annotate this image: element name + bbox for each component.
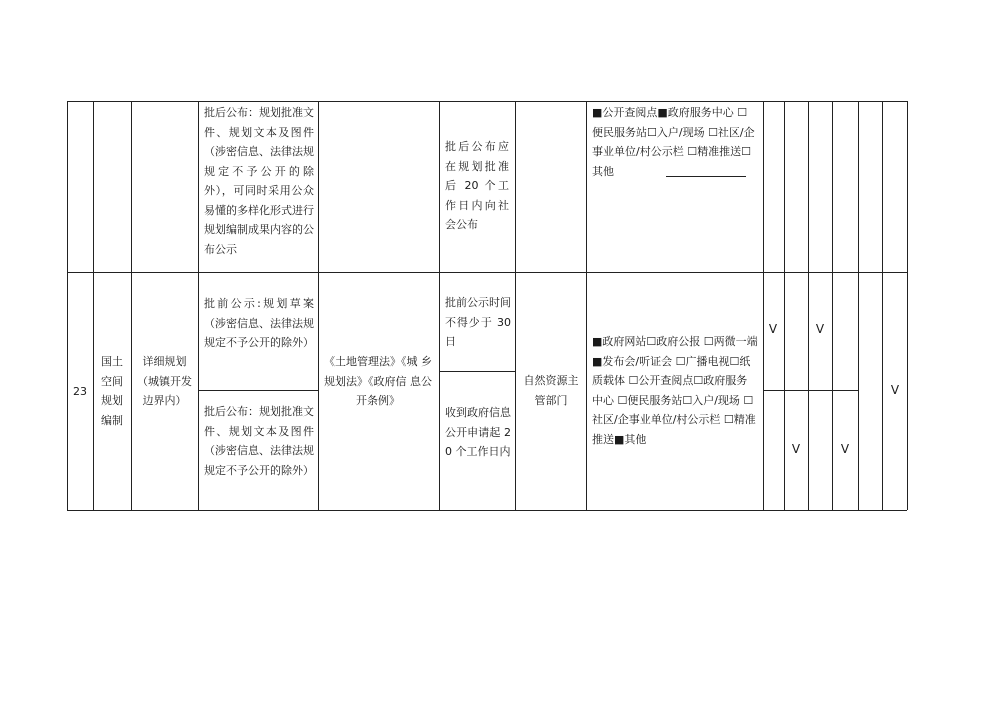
row2-category-cell: 国土空间规划编制 xyxy=(101,355,123,427)
row2-content-after-cell: 批后公布：规划批准文件、规划文本及图件（涉密信息、法律法规规定不予公开的除外） xyxy=(204,405,314,477)
check-mark: V xyxy=(840,442,850,456)
row2-time-before-cell: 批前公示时间不得少于 30日 xyxy=(445,296,511,348)
row1-content-cell: 批后公布：规划批准文件、规划文本及图件（涉密信息、法律法规规定不予公开的除外），可同时采用公众易懂的多样化形式进行规划编制成果内容的公布公示 xyxy=(204,106,314,256)
check-mark: V xyxy=(890,383,900,397)
check-mark: V xyxy=(815,322,825,336)
col-line xyxy=(808,101,809,510)
check-mark: V xyxy=(791,442,801,456)
row2-content-before-cell: 批前公示:规划草案（涉密信息、法律法规规定不予公开的除外） xyxy=(204,297,314,349)
row1-channels-cell: ■公开查阅点■政府服务中心 ☐便民服务站☐入户/现场 ☐社区/企事业单位/村公示栏 ☐精准推送☐其他 xyxy=(592,106,755,178)
table-top-border xyxy=(67,101,907,102)
col-line xyxy=(439,101,440,510)
sub-row-divider-time xyxy=(439,371,515,372)
col-line xyxy=(198,101,199,510)
check-mark: V xyxy=(768,322,778,336)
col-line xyxy=(586,101,587,510)
sub-row-divider-marks xyxy=(763,390,858,391)
col-line xyxy=(763,101,764,510)
col-line xyxy=(318,101,319,510)
table-bottom-border xyxy=(67,510,907,511)
col-line xyxy=(93,101,94,510)
row2-basis-cell: 《土地管理法》《城 乡规划法》《政府信 息公开条例》 xyxy=(324,355,432,407)
col-line xyxy=(515,101,516,510)
row2-department-cell: 自然资源主管部门 xyxy=(523,374,579,407)
col-line xyxy=(131,101,132,510)
col-line xyxy=(907,101,908,510)
row2-item-cell: 详细规划（城镇开发边界内） xyxy=(137,355,192,407)
col-line xyxy=(858,101,859,510)
row1-channels-blank-underline xyxy=(666,176,746,177)
row2-time-after-cell: 收到政府信息公开申请起 20 个工作日内 xyxy=(445,406,511,458)
row-divider xyxy=(67,272,907,273)
col-line xyxy=(882,101,883,510)
sub-row-divider-content xyxy=(198,390,318,391)
row2-channels-cell: ■政府网站☐政府公报 ☐两微一端■发布会/听证会 ☐广播电视☐纸质载体 ☐公开查阅点☐政府服务中心 ☐便民服务站☐入户/现场 ☐社区/企事业单位/村公示栏 ☐精准推送■其他 xyxy=(592,335,758,446)
row2-index-cell: 23 xyxy=(73,385,87,398)
col-line xyxy=(67,101,68,510)
row1-time-limit-cell: 批后公布应在规划批准后 20 个工作日内向社会公布 xyxy=(445,140,509,231)
